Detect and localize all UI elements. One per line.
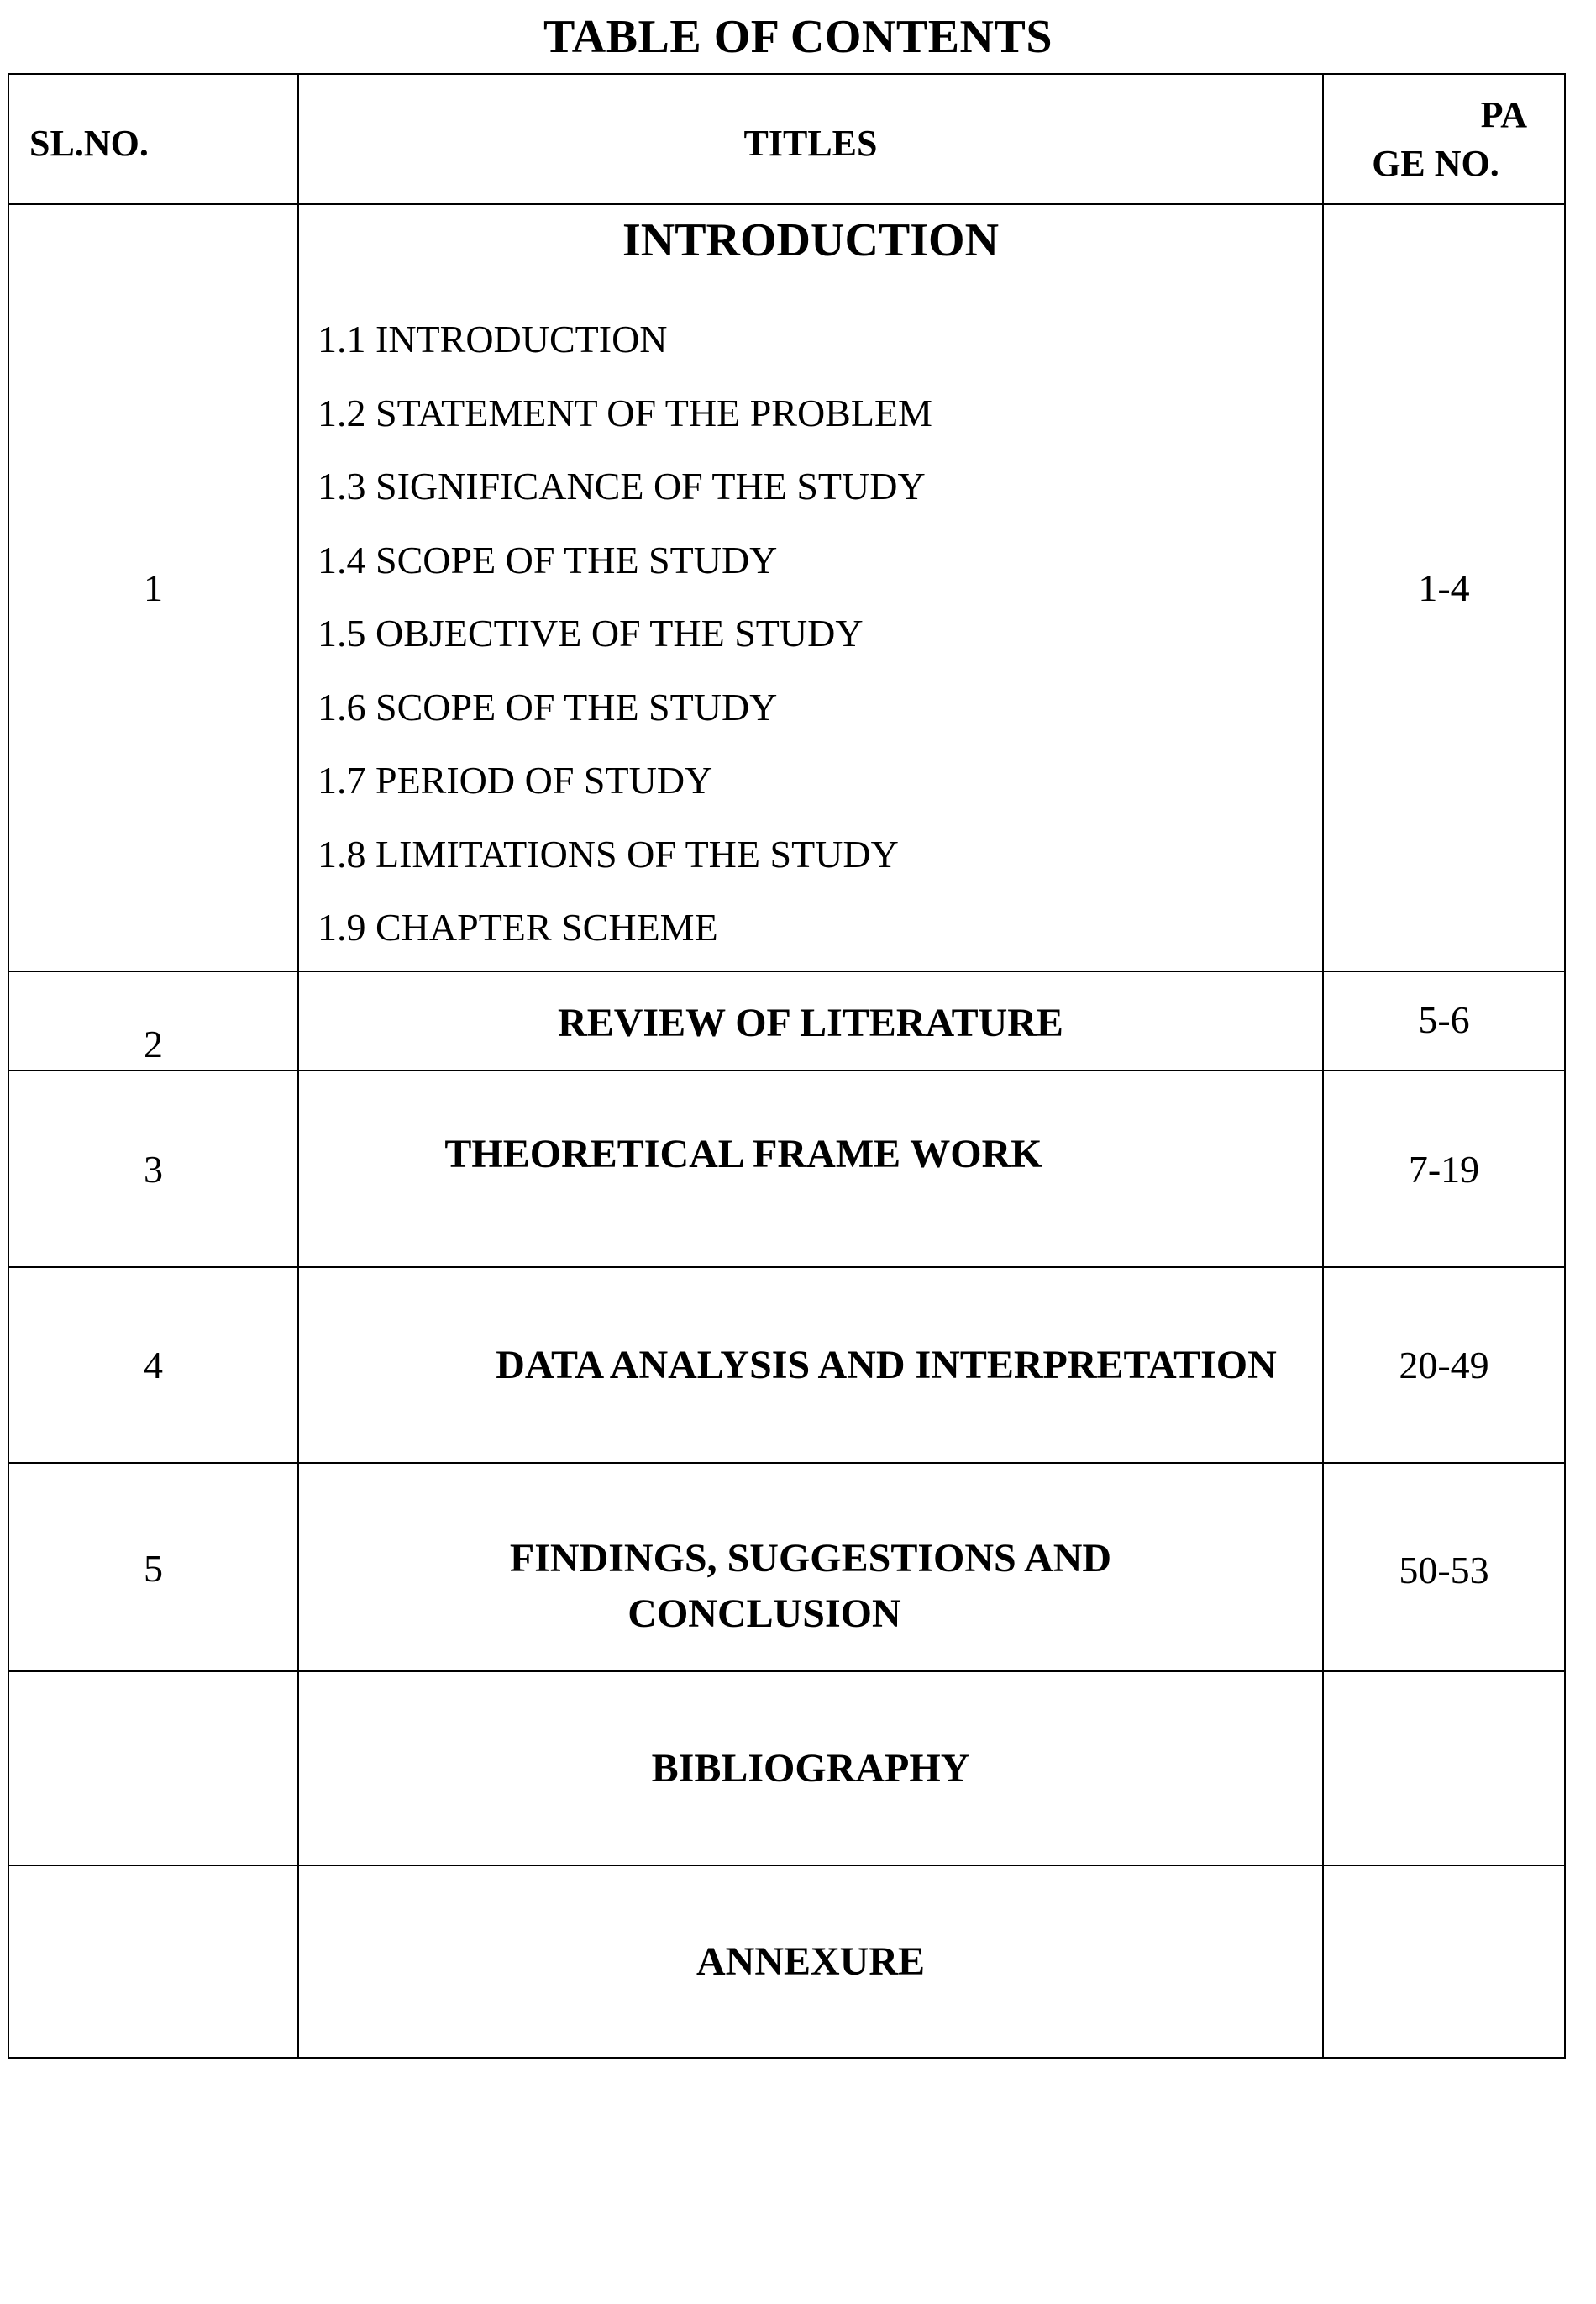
row-page-range: 1-4 xyxy=(1323,204,1565,971)
row-sl-no: 1 xyxy=(8,204,298,971)
row-sl-no: 4 xyxy=(8,1267,298,1463)
header-titles: TITLES xyxy=(298,74,1323,204)
row-sl-no xyxy=(8,1865,298,2058)
subsection-item: 1.1 INTRODUCTION xyxy=(318,318,668,360)
chapter-heading: INTRODUCTION xyxy=(622,214,1000,266)
table-row xyxy=(8,1671,1565,1865)
row-title: ANNEXURE xyxy=(298,1865,1323,2058)
row-title xyxy=(298,1463,1323,1671)
row-sl-no xyxy=(8,1671,298,1865)
subsection-item: 1.5 OBJECTIVE OF THE STUDY xyxy=(318,612,864,655)
header-page-no-line2: GE NO. xyxy=(1372,142,1499,184)
row-title-line2: CONCLUSION xyxy=(627,1591,901,1636)
row-page-range: 7-19 xyxy=(1323,1070,1565,1267)
row-page-range: 5-6 xyxy=(1323,971,1565,1070)
table-row xyxy=(8,1463,1565,1671)
header-page-no-line1: PA xyxy=(1480,93,1527,135)
row-title: BIBLIOGRAPHY xyxy=(298,1671,1323,1865)
subsection-item: 1.2 STATEMENT OF THE PROBLEM xyxy=(318,391,932,434)
table-row xyxy=(8,1865,1565,2058)
row-sl-no: 5 xyxy=(8,1463,298,1671)
header-page-no xyxy=(1323,74,1565,204)
row-page-range xyxy=(1323,1865,1565,2058)
subsection-item: 1.9 CHAPTER SCHEME xyxy=(318,906,718,949)
subsection-item: 1.3 SIGNIFICANCE OF THE STUDY xyxy=(318,465,926,508)
page-title: TABLE OF CONTENTS xyxy=(543,11,1053,63)
row-sl-no: 3 xyxy=(8,1070,298,1267)
table-row xyxy=(8,1267,1565,1463)
header-sl-no: SL.NO. xyxy=(8,74,298,204)
subsection-item: 1.7 PERIOD OF STUDY xyxy=(318,759,713,802)
table-header-row xyxy=(8,74,1565,204)
table-row xyxy=(8,204,1565,971)
subsection-list xyxy=(318,302,1322,965)
row-title: REVIEW OF LITERATURE xyxy=(298,971,1323,1070)
row-page-range xyxy=(1323,1671,1565,1865)
row-title: DATA ANALYSIS AND INTERPRETATION xyxy=(298,1267,1323,1463)
subsection-item: 1.6 SCOPE OF THE STUDY xyxy=(318,685,778,729)
row-page-range: 20-49 xyxy=(1323,1267,1565,1463)
table-row xyxy=(8,1070,1565,1267)
contents-table xyxy=(8,73,1566,2059)
subsection-item: 1.4 SCOPE OF THE STUDY xyxy=(318,538,778,581)
row-title: THEORETICAL FRAME WORK xyxy=(298,1070,1323,1267)
row-title-cell xyxy=(298,204,1323,971)
table-row xyxy=(8,971,1565,1070)
row-page-range: 50-53 xyxy=(1323,1463,1565,1671)
row-title-line1: FINDINGS, SUGGESTIONS AND xyxy=(509,1536,1112,1581)
row-sl-no: 2 xyxy=(8,971,298,1070)
subsection-item: 1.8 LIMITATIONS OF THE STUDY xyxy=(318,832,899,876)
